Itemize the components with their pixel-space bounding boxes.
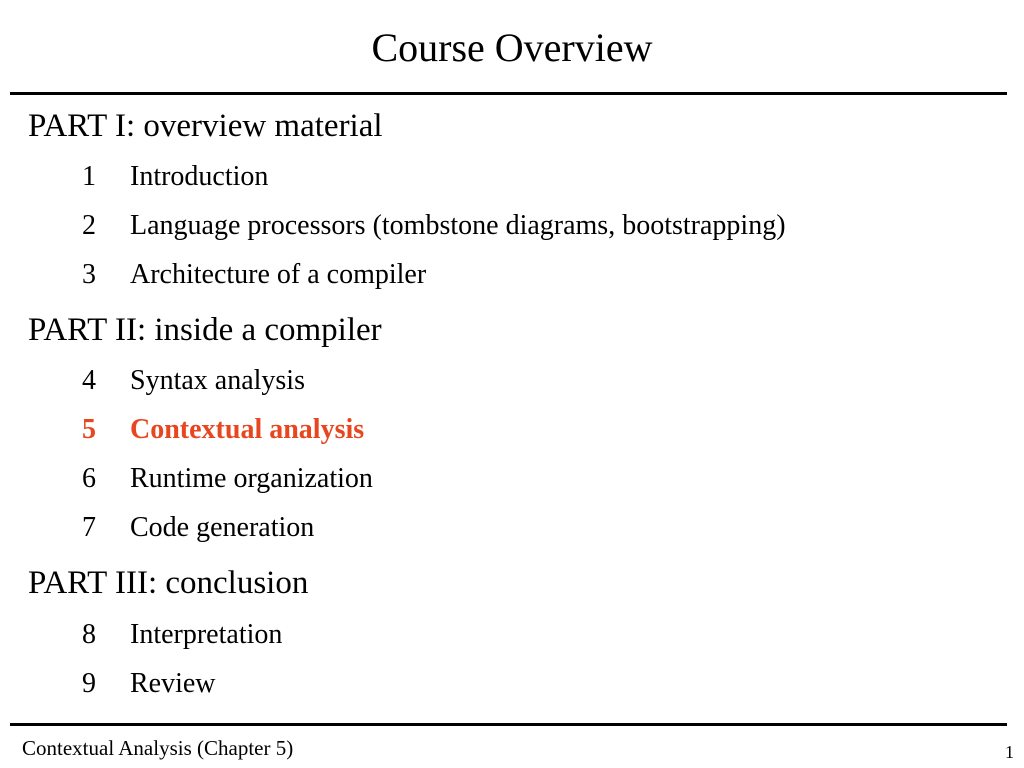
chapter-number: 2 bbox=[82, 210, 96, 241]
footer-divider bbox=[10, 723, 1007, 726]
page-number: 1 bbox=[1005, 742, 1014, 762]
chapter-number: 1 bbox=[82, 161, 96, 192]
chapter-item-3 bbox=[0, 257, 1024, 293]
footer-caption: Contextual Analysis (Chapter 5) bbox=[22, 736, 294, 760]
slide-title: Course Overview bbox=[371, 25, 653, 70]
chapter-label: Runtime organization bbox=[130, 463, 373, 494]
chapter-number: 5 bbox=[82, 414, 96, 445]
part-heading-1: PART I: overview material bbox=[28, 108, 383, 144]
chapter-item-2 bbox=[0, 208, 1024, 244]
chapter-item-7 bbox=[0, 510, 1024, 546]
chapter-item-8 bbox=[0, 617, 1024, 653]
part-heading-2: PART II: inside a compiler bbox=[28, 312, 382, 348]
chapter-label: Syntax analysis bbox=[130, 365, 305, 396]
chapter-number: 7 bbox=[82, 512, 96, 543]
chapter-number: 6 bbox=[82, 463, 96, 494]
chapter-label: Architecture of a compiler bbox=[130, 259, 427, 290]
chapter-number: 3 bbox=[82, 259, 96, 290]
chapter-label: Language processors (tombstone diagrams, bootstrapping) bbox=[130, 210, 786, 241]
chapter-label: Introduction bbox=[130, 161, 269, 192]
chapter-label: Interpretation bbox=[130, 619, 283, 650]
chapter-number: 4 bbox=[82, 365, 96, 396]
chapter-item-1 bbox=[0, 159, 1024, 195]
chapter-label: Review bbox=[130, 668, 216, 699]
part-heading-3: PART III: conclusion bbox=[28, 565, 309, 601]
chapter-item-5-current bbox=[0, 412, 1024, 448]
chapter-item-6 bbox=[0, 461, 1024, 497]
chapter-label: Code generation bbox=[130, 512, 315, 543]
chapter-item-9 bbox=[0, 666, 1024, 702]
chapter-number: 8 bbox=[82, 619, 96, 650]
chapter-number: 9 bbox=[82, 668, 96, 699]
chapter-item-4 bbox=[0, 363, 1024, 399]
chapter-label: Contextual analysis bbox=[130, 414, 365, 445]
